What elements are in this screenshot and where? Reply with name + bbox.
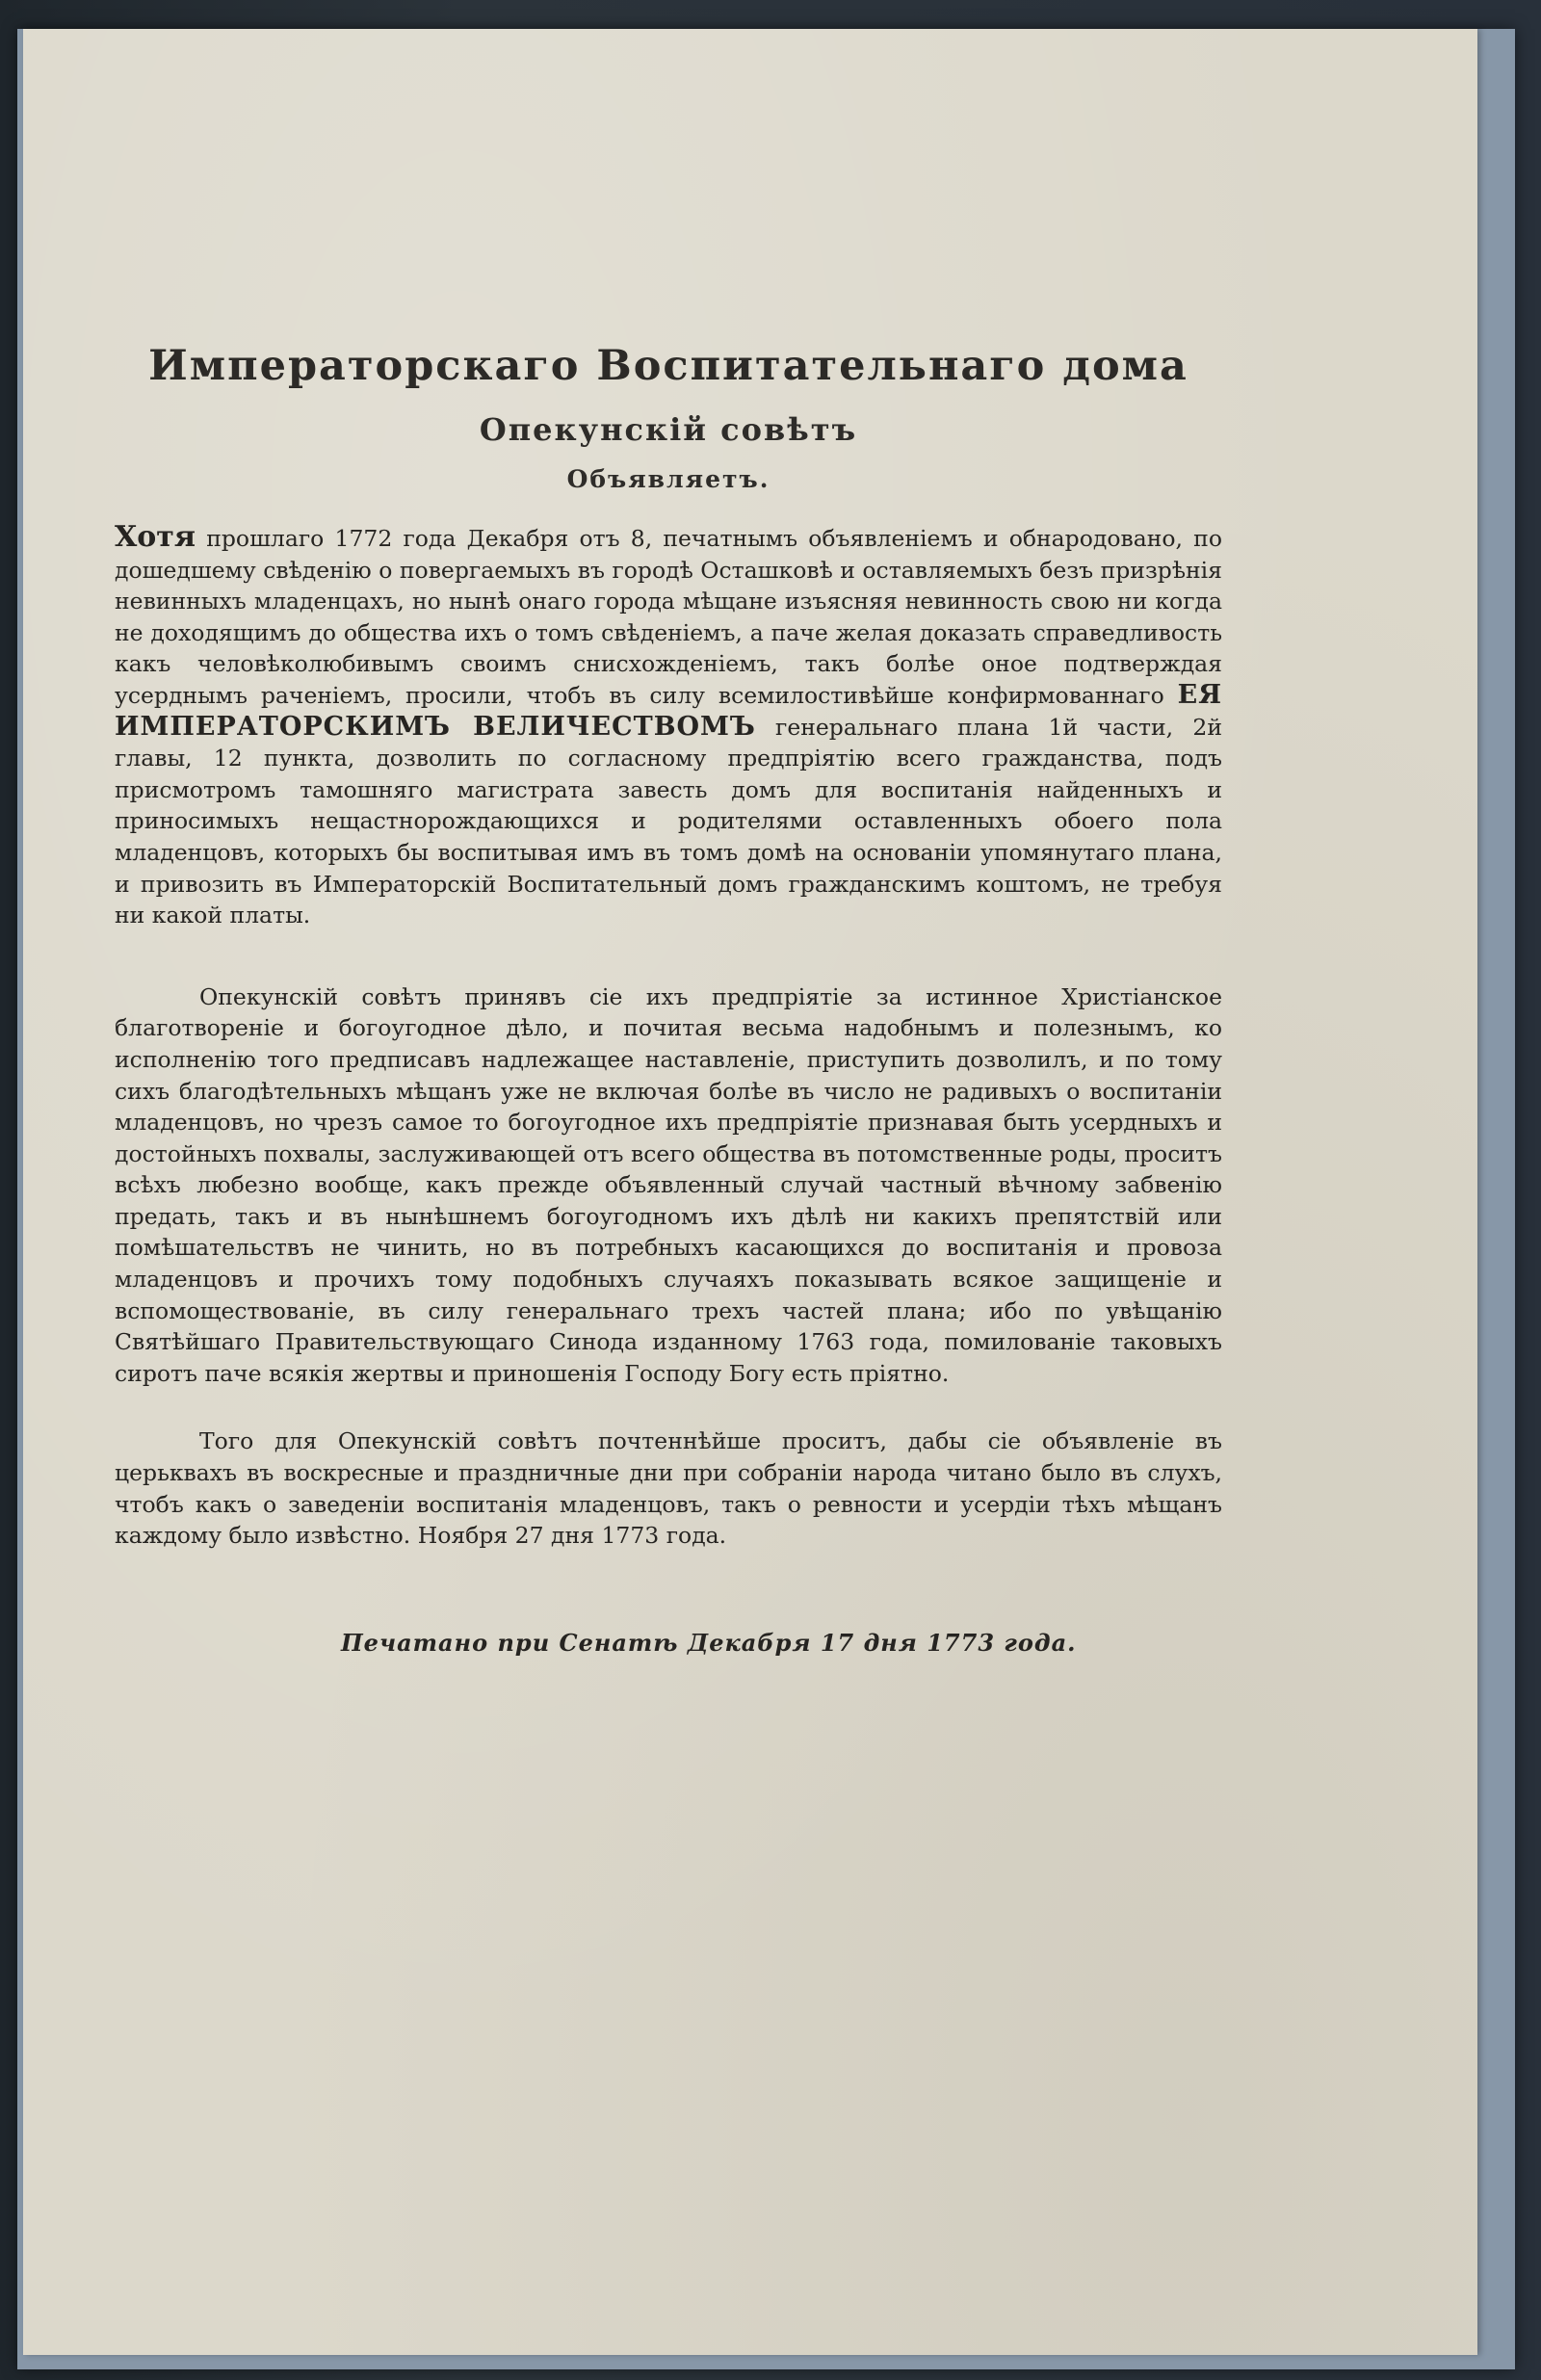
paragraph-1-lead-word: Хотя (115, 520, 196, 554)
paragraph-1-caps: ЕЯ ИМПЕРАТОРСКИМЪ ВЕЛИЧЕСТВОМЪ (115, 679, 1222, 742)
document-title: Императорскаго Воспитательнаго дома (148, 342, 1188, 390)
paragraph-1-text-a: прошлаго 1772 года Декабря отъ 8, печатнымъ объявленіемъ и обнародовано, по дошедшему свѣденію о повергаемыхъ въ городѣ Осташковѣ и оставляемыхъ безъ призрѣнія невинныхъ младенцахъ, но нынѣ онаго города мѣщане изъясняя невинность свою ни когда не доходящимъ до общества ихъ о томъ свѣденіемъ, а паче желая доказать справедливость какъ человѣколюбивымъ своимъ снисхожденіемъ, такъ болѣе оное подтверждая усерднымъ раченіемъ, просили, чтобъ въ силу всемилостивѣйше конфирмованнаго (115, 525, 1222, 709)
paragraph-1 (115, 522, 1222, 931)
document-subtitle: Опекунскій совѣтъ (479, 411, 858, 448)
document-content (115, 342, 1222, 1657)
paragraph-3: Того для Опекунскій совѣтъ почтеннѣйше проситъ, дабы сіе объявленіе въ церьквахъ въ воскресные и праздничные дни при собраніи народа читано было въ слухъ, чтобъ какъ о заведеніи воспитанія младенцовъ, такъ о ревности и усердіи тѣхъ мѣщанъ каждому было извѣстно. Ноября 27 дня 1773 года. (115, 1427, 1222, 1550)
paragraph-1-text-b: генеральнаго плана 1й части, 2й главы, 12 пункта, дозволить по согласному предпріятію всего гражданства, подъ присмотромъ тамошняго магистрата завесть домъ для воспитанія найденныхъ и приносимыхъ нещастнорождающихся и родителями оставленныхъ обоего пола младенцовъ, которыхъ бы воспитывая имъ въ томъ домѣ на основаніи упомянутаго плана, и привозить въ Императорскій Воспитательный домъ гражданскимъ коштомъ, не требуя ни какой платы. (115, 713, 1222, 929)
paragraph-2: Опекунскій совѣтъ принявъ сіе ихъ предпріятіе за истинное Христіанское благотвореніе и богоугодное дѣло, и почитая весьма надобнымъ и полезнымъ, ко исполненію того предписавъ надлежащее наставленіе, приступить дозволилъ, и по тому сихъ благодѣтельныхъ мѣщанъ уже не включая болѣе въ число не радивыхъ о воспитаніи младенцовъ, но чрезъ самое то богоугодное ихъ предпріятіе признавая быть усердныхъ и достойныхъ похвалы, заслуживающей отъ всего общества въ потомственные роды, проситъ всѣхъ любезно вообще, какъ прежде объявленный случай частный вѣчному забвенію предать, такъ и въ нынѣшнемъ богоугодномъ ихъ дѣлѣ ни какихъ препятствій или помѣшательствъ не чинить, но въ потребныхъ касающихся до воспитанія и провоза младенцовъ и прочихъ тому подобныхъ случаяхъ показывать всякое защищеніе и вспомоществованіе, въ силу генеральнаго трехъ частей плана; ибо по увѣщанію Святѣйшаго Правительствующаго Синода изданному 1763 года, помилованіе таковыхъ сиротъ паче всякія жертвы и приношенія Господу Богу есть пріятно. (115, 982, 1222, 1387)
document-page (23, 29, 1477, 2355)
imprint-line: Печатано при Сенатѣ Декабря 17 дня 1773 года. (341, 1628, 1077, 1657)
announce-heading: Объявляетъ. (566, 465, 770, 493)
